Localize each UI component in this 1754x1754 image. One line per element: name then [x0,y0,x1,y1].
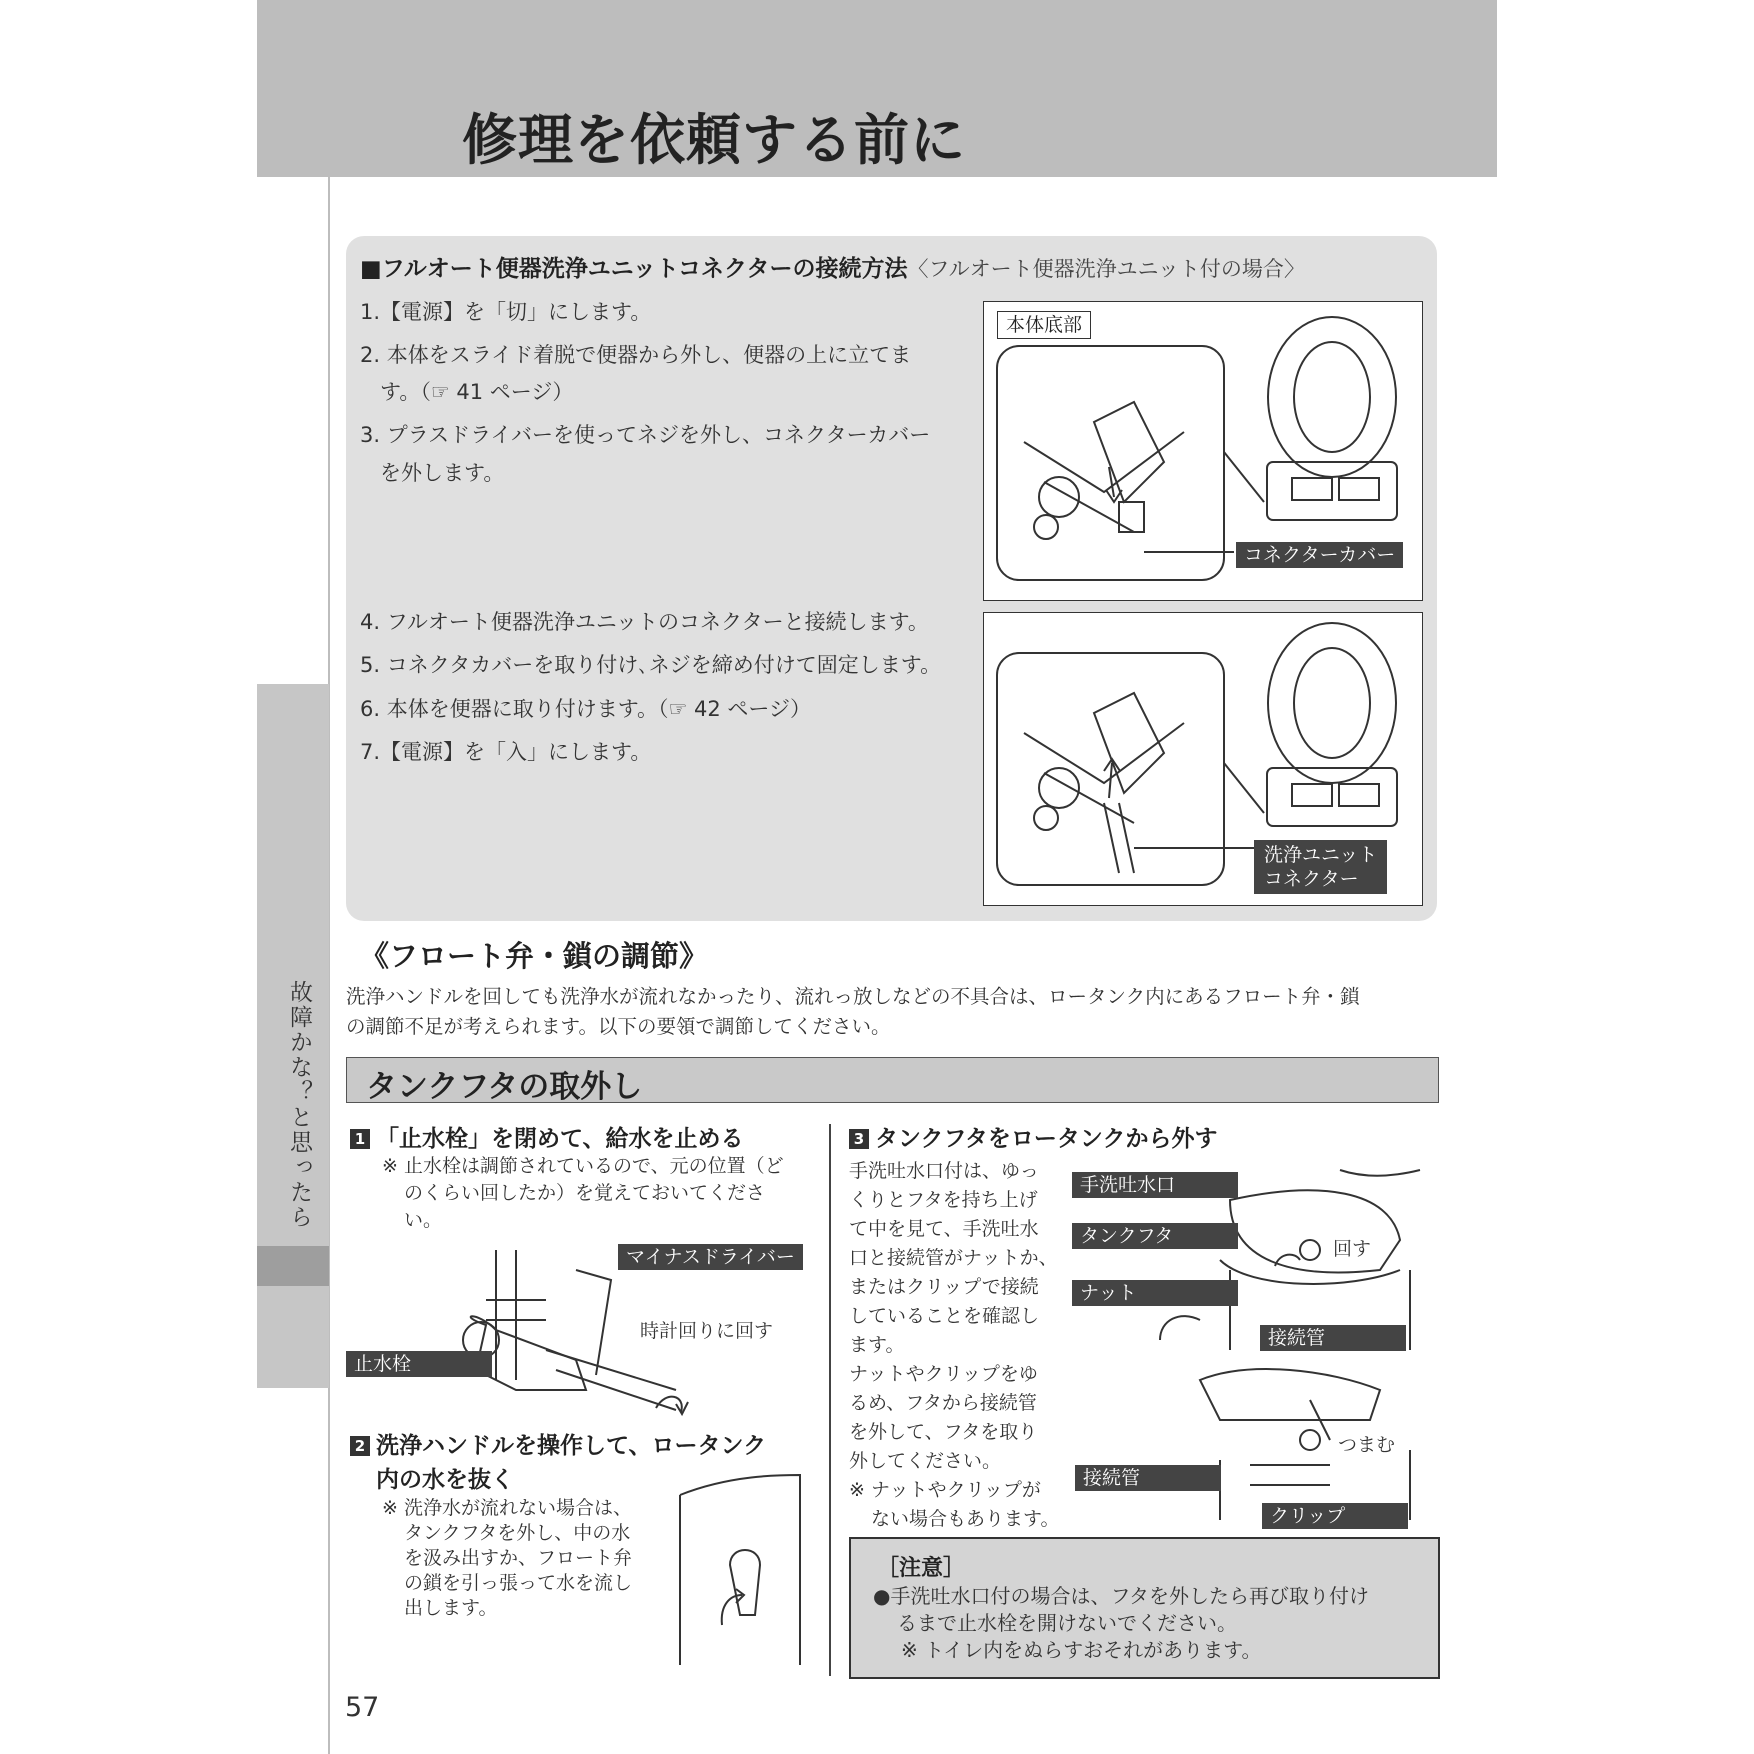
connector-section-title [360,250,1305,283]
page-title: 修理を依頼する前に [462,108,967,172]
label-connector-cover: コネクターカバー [1236,542,1403,568]
figure-connector-cover [983,301,1423,601]
caution-line1: ●手洗吐水口付の場合は、フタを外したら再び取り付け [873,1584,1370,1608]
float-intro-line1: 洗浄ハンドルを回しても洗浄水が流れなかったり、流れっ放しなどの不具合は、ロータンク内にあるフロート弁・鎖 [346,985,1360,1008]
step2-note-line3: を汲み出すか、フロート弁 [404,1547,633,1569]
step3-text [849,1157,1069,1534]
step3-text-line2: くりとフタを持ち上げ [849,1189,1038,1211]
step-5: 5. コネクタカバーを取り付け､ネジを締め付けて固定します。 [360,653,942,677]
step3-heading [849,1120,1217,1153]
tank-handle-illustration [670,1465,810,1675]
step2-note-line4: の鎖を引っ張って水を流し [404,1572,633,1594]
step1-note [382,1153,822,1234]
step3-text-line8: ナットやクリップをゆ [849,1363,1038,1385]
label-stop-valve: 止水栓 [346,1351,492,1377]
label-wash-unit-line1: 洗浄ユニット [1264,844,1378,866]
column-divider [829,1124,831,1676]
step-2: 2. 本体をスライド着脱で便器から外し、便器の上に立てま [360,343,912,367]
step1-heading [350,1120,744,1153]
step2-number: 2 [350,1436,370,1456]
caution-line2: るまで止水栓を開けないでください。 [897,1611,1237,1635]
side-tab-marker [257,1246,329,1286]
step3-number: 3 [849,1129,869,1149]
label-hand-faucet: 手洗吐水口 [1072,1172,1238,1198]
step1-note-line2: のくらい回したか）を覚えておいてくださ [404,1182,766,1204]
figure-wash-connector [983,612,1423,906]
step3-text-line10: を外して、フタを取り [849,1421,1038,1443]
step-1: 1.【電源】を「切」にします。 [360,300,652,324]
step2-title-line1: 洗浄ハンドルを操作して、ロータンク [376,1433,767,1459]
tank-section-title: タンクフタの取外し [366,1069,643,1105]
step2-note-line1: ※ 洗浄水が流れない場合は、 [382,1497,632,1519]
label-flathead-driver: マイナスドライバー [618,1244,803,1270]
step-3-cont: を外します。 [360,461,505,485]
step2-note-line2: タンクフタを外し、中の水 [404,1522,631,1544]
label-connection-pipe-2: 接続管 [1075,1465,1221,1491]
float-section-heading: 《フロート弁・鎖の調節》 [360,939,709,973]
step-3: 3. プラスドライバーを使ってネジを外し、コネクターカバー [360,423,931,447]
label-turn: 回す [1333,1238,1372,1260]
step3-text-line9: るめ、フタから接続管 [849,1392,1037,1414]
step2-note-line5: 出します。 [404,1597,498,1619]
caution-box [849,1537,1440,1679]
connector-title-sub: 〈フルオート便器洗浄ユニット付の場合〉 [907,257,1305,281]
label-body-bottom: 本体底部 [997,311,1091,339]
step3-text-line1: 手洗吐水口付は、ゆっ [849,1160,1039,1182]
step3-text-line6: していることを確認し [849,1305,1040,1327]
label-pinch: つまむ [1338,1434,1396,1456]
step3-text-line7: ます。 [849,1334,905,1356]
step3-text-line11: 外してください。 [849,1450,1002,1472]
label-connection-pipe-1: 接続管 [1260,1325,1406,1351]
caution-title: ［注意］ [877,1556,966,1581]
step3-text-line5: またはクリップで接続 [849,1276,1039,1298]
step-7: 7.【電源】を「入」にします。 [360,740,652,764]
page-number: 57 [345,1692,380,1723]
caution-line3: ※ トイレ内をぬらすおそれがあります。 [901,1638,1262,1662]
step1-number: 1 [350,1129,370,1149]
step1-note-line3: い。 [404,1209,443,1231]
label-nut: ナット [1072,1280,1238,1306]
step2-heading [350,1427,766,1460]
step1-title: 「止水栓」を閉めて、給水を止める [376,1126,744,1152]
label-clockwise: 時計回りに回す [640,1320,774,1342]
step3-text-line13: ない場合もあります。 [871,1508,1060,1530]
step3-text-line4: 口と接続管がナットか、 [849,1247,1058,1269]
label-clip: クリップ [1262,1503,1408,1529]
step3-text-line3: て中を見て、手洗吐水 [849,1218,1039,1240]
step2-title-line2: 内の水を抜く [376,1467,514,1493]
step-2-cont: す。（☞ 41 ページ） [360,380,574,404]
label-tank-lid: タンクフタ [1072,1223,1238,1249]
float-intro-line2: の調節不足が考えられます。以下の要領で調節してください。 [346,1015,891,1038]
step2-note [382,1496,662,1621]
label-wash-unit-connector [1254,840,1387,894]
step3-title: タンクフタをロータンクから外す [875,1126,1218,1152]
connector-title-main: ■フルオート便器洗浄ユニットコネクターの接続方法 [360,256,908,282]
float-section-intro [346,982,1441,1042]
step-4: 4. フルオート便器洗浄ユニットのコネクターと接続します。 [360,610,929,634]
step-6: 6. 本体を便器に取り付けます。（☞ 42 ページ） [360,697,812,721]
step1-note-line1: ※ 止水栓は調節されているので、元の位置（ど [382,1155,784,1177]
side-tab-label: 故障かな？と思ったら [286,980,312,1230]
label-wash-unit-line2: コネクター [1264,868,1359,890]
step3-text-line12: ※ ナットやクリップが [849,1479,1041,1501]
